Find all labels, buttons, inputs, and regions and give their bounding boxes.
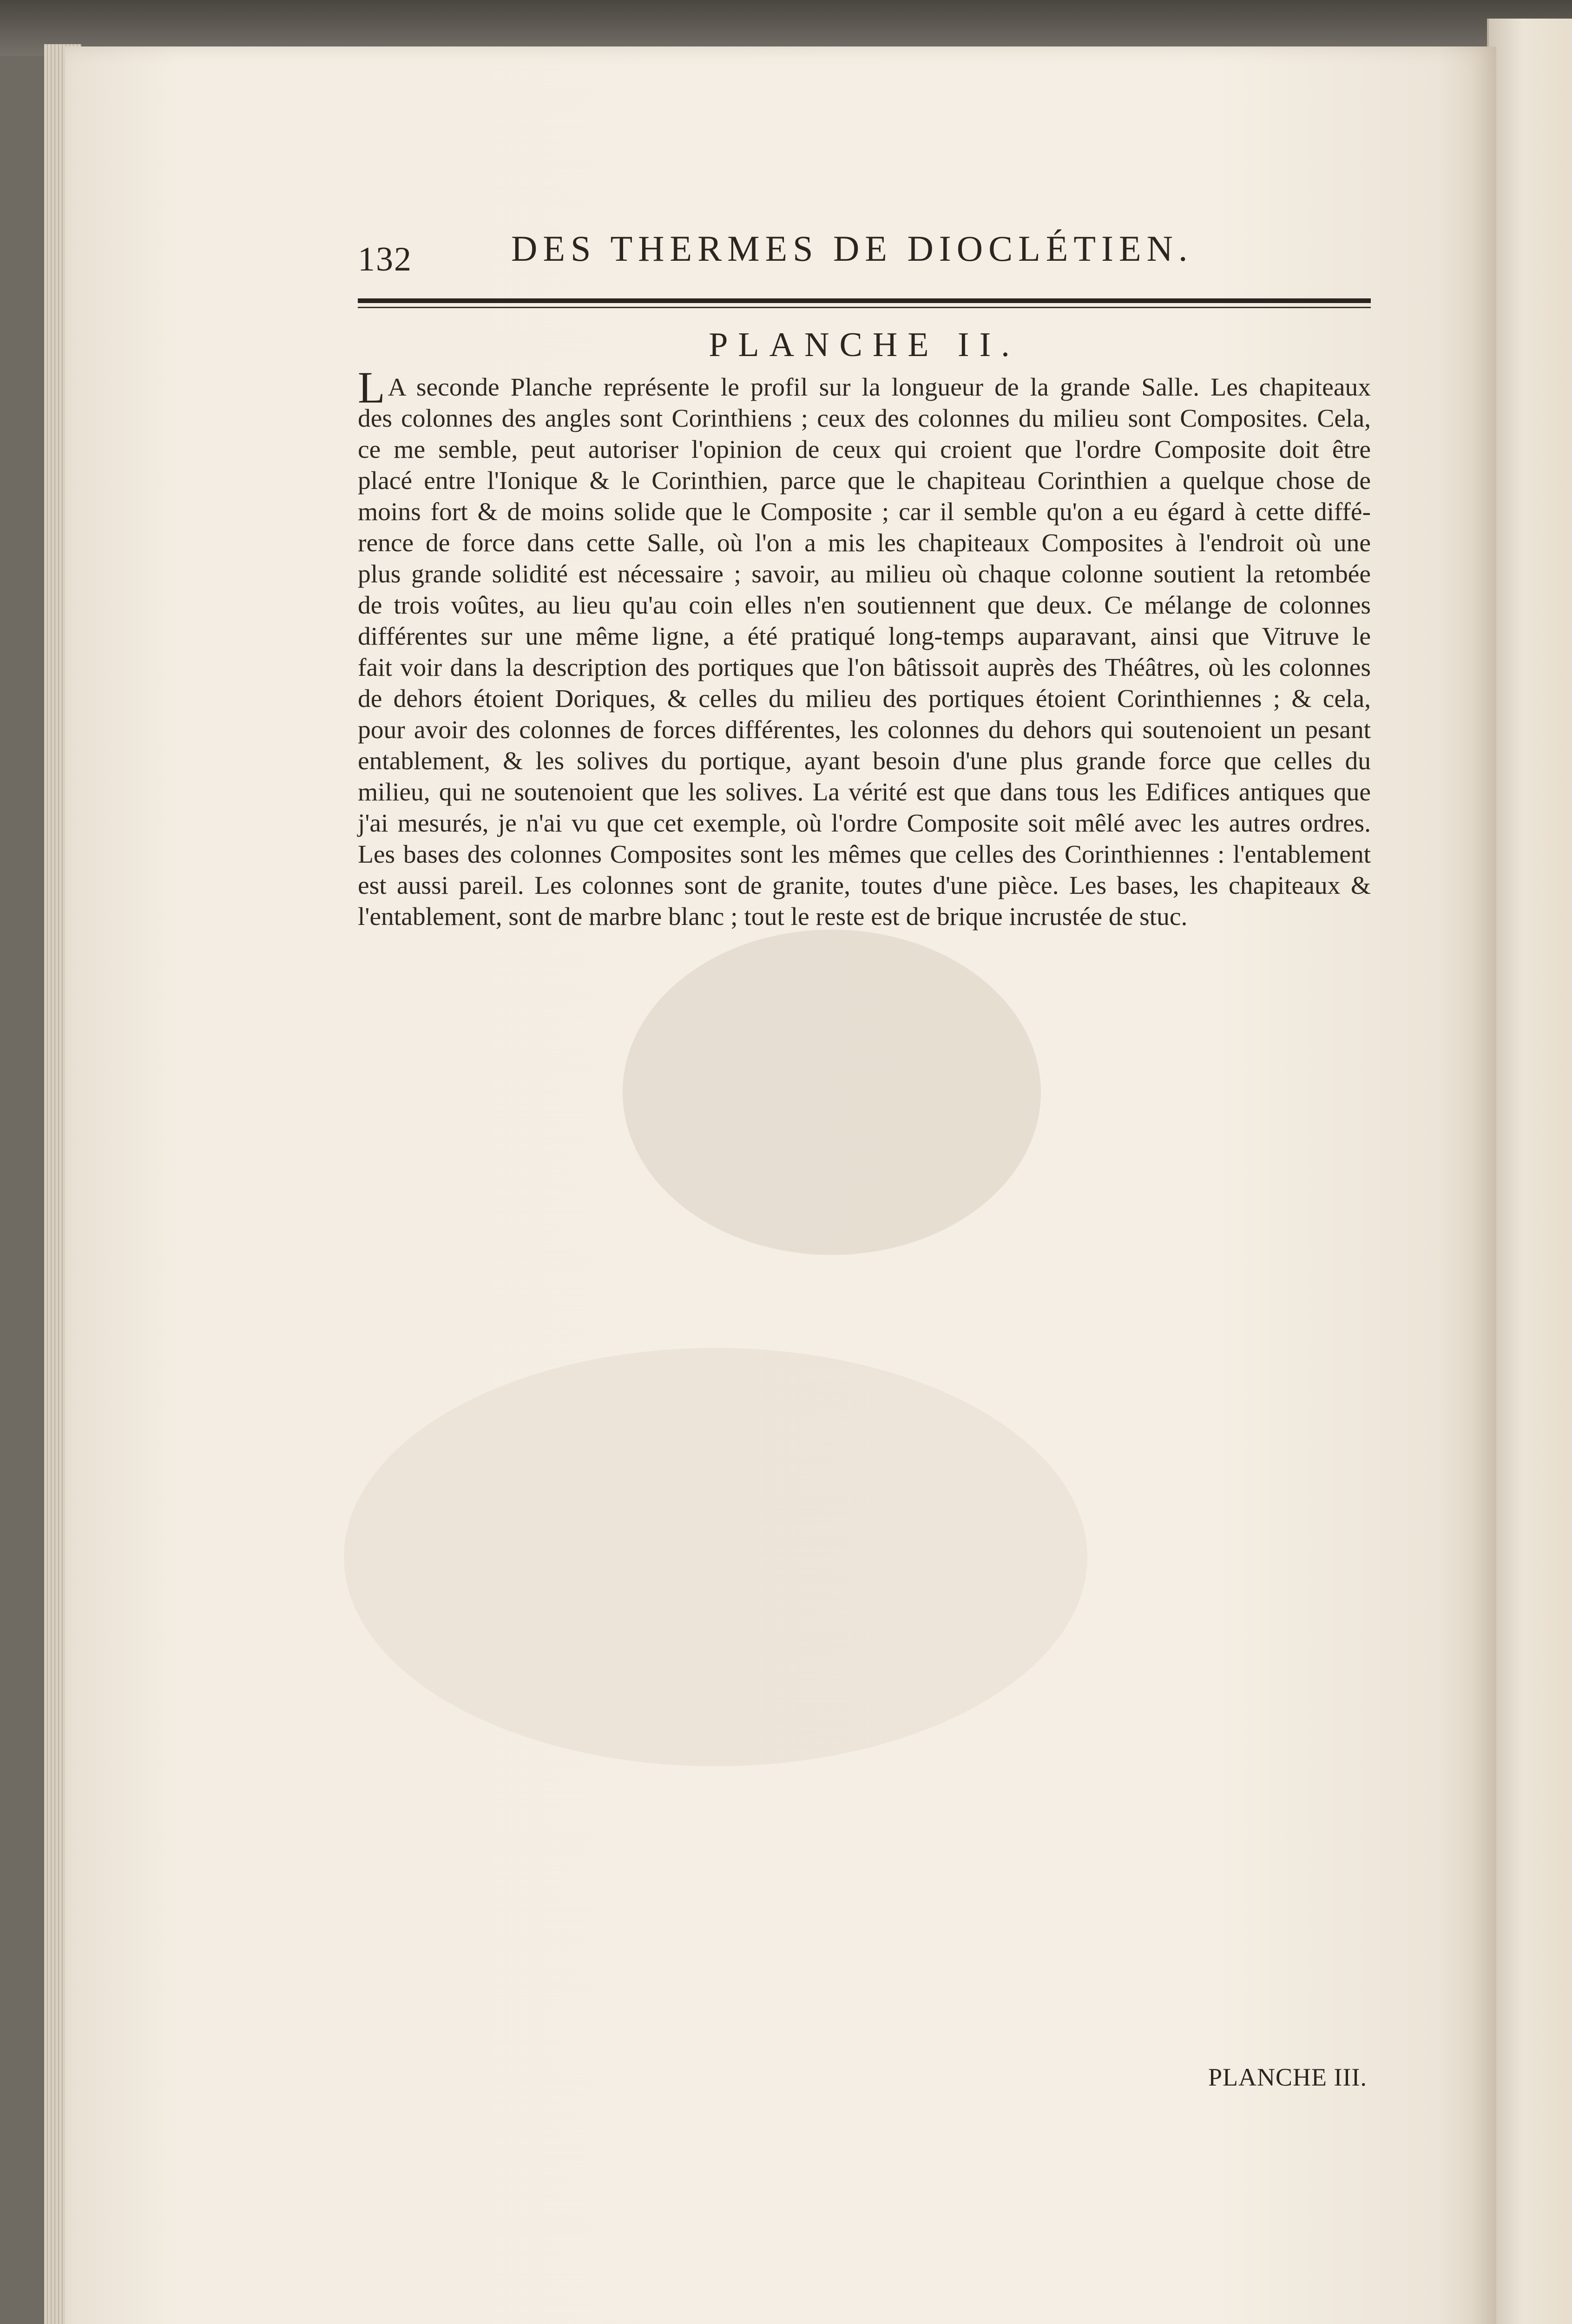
body-line: ce me semble, peut autoriser l'opinion de ceux qui croient que l'ordre Composite doit être: [358, 436, 1371, 464]
header-rule-thick: [358, 298, 1371, 303]
header-rule-thin: [358, 307, 1371, 308]
body-line: A seconde Planche représente le profil sur la longueur de la grande Salle. Les chapiteaux: [388, 373, 1371, 402]
drop-cap: L: [358, 363, 385, 412]
body-line: des colonnes des angles sont Corinthiens ; ceux des colonnes du milieu sont Composites. Cela,: [358, 404, 1371, 433]
page-header: [358, 223, 1371, 278]
body-line: de dehors étoient Doriques, & celles du milieu des portiques étoient Corinthiennes ; & cela,: [358, 685, 1371, 713]
body-line: Les bases des colonnes Composites sont les mêmes que celles des Corinthiennes : l'entablement: [358, 840, 1371, 869]
running-title: DES THERMES DE DIOCLÉTIEN.: [511, 228, 1193, 269]
body-lines: [358, 363, 1371, 932]
body-line: plus grande solidité est nécessaire ; savoir, au milieu où chaque colonne soutient la retombée: [358, 560, 1371, 588]
paper-stain: [344, 1348, 1087, 1766]
body-line: moins fort & de moins solide que le Composite ; car il semble qu'on a eu égard à cette diffé-: [358, 498, 1371, 526]
body-line: entablement, & les solives du portique, ayant besoin d'une plus grande force que celles du: [358, 747, 1371, 775]
body-line: milieu, qui ne soutenoient que les solives. La vérité est que dans tous les Edifices antiques que: [358, 778, 1371, 806]
body-line: placé entre l'Ionique & le Corinthien, parce que le chapiteau Corinthien a quelque chose de: [358, 467, 1371, 495]
paper-stain: [623, 930, 1041, 1255]
body-line: fait voir dans la description des portiques que l'on bâtissoit auprès des Théâtres, où les colonnes: [358, 654, 1371, 682]
plate-heading: PLANCHE II.: [709, 326, 1020, 364]
body-line: l'entablement, sont de marbre blanc ; tout le reste est de brique incrustée de stuc.: [358, 903, 1188, 931]
body-line: de trois voûtes, au lieu qu'au coin elles n'en soutiennent que deux. Ce mélange de colonnes: [358, 591, 1371, 620]
body-line: rence de force dans cette Salle, où l'on a mis les chapiteaux Composites à l'endroit où une: [358, 529, 1371, 557]
body-line: différentes sur une même ligne, a été pratiqué long-temps auparavant, ainsi que Vitruve le: [358, 622, 1371, 651]
body-line: pour avoir des colonnes de forces différentes, les colonnes du dehors qui soutenoient un pesant: [358, 716, 1371, 744]
body-line: j'ai mesurés, je n'ai vu que cet exemple, où l'ordre Composite soit mêlé avec les autres ordres.: [358, 809, 1371, 838]
page-number: 132: [358, 240, 412, 278]
catchword: PLANCHE III.: [1208, 2063, 1367, 2091]
body-text: [358, 363, 1371, 932]
body-line: est aussi pareil. Les colonnes sont de granite, toutes d'une pièce. Les bases, les chapiteaux &: [358, 872, 1371, 900]
facing-page-edge: [1487, 19, 1572, 2324]
